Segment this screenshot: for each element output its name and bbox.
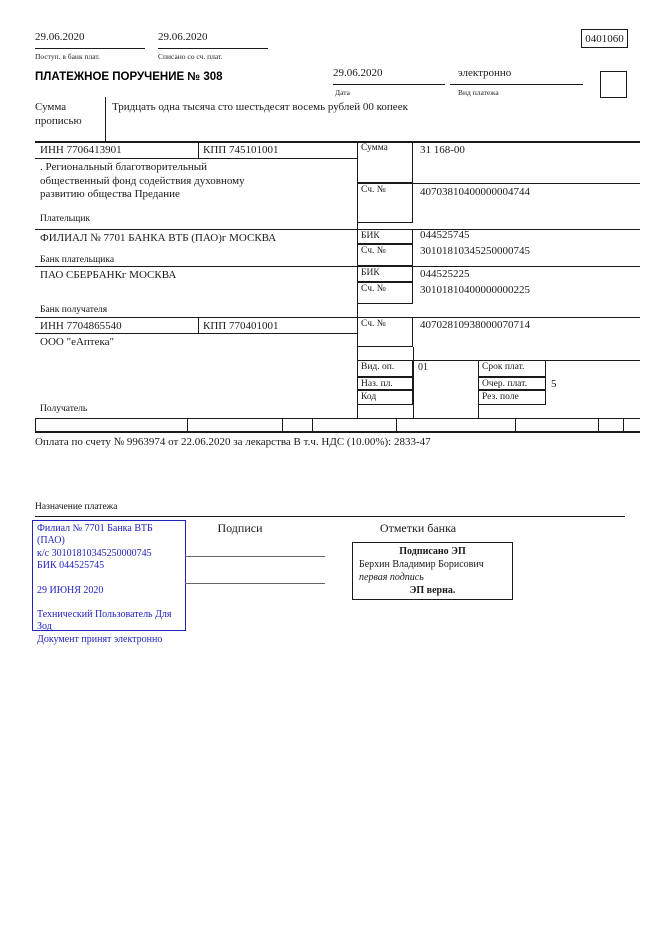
stamp-spacer — [37, 597, 181, 609]
tax-row-divider-2 — [282, 418, 283, 431]
op-kind-value: 01 — [418, 362, 428, 373]
signature-line-1 — [185, 556, 325, 557]
sum-label-box: Сумма — [357, 141, 413, 183]
payment-type-label: Вид платежа — [458, 88, 499, 97]
payer-account-value: 40703810400000004744 — [420, 186, 530, 198]
bank-stamp — [32, 520, 186, 645]
stamp-line-date: 29 ИЮНЯ 2020 — [37, 584, 104, 596]
payer-name-line3: развитию общества Предание — [40, 188, 180, 200]
payee-bank-name: ПАО СБЕРБАНКг МОСКВА — [40, 269, 177, 281]
payer-bank-account-label-box: Сч. № — [357, 244, 413, 266]
esign-verdict: ЭП верна. — [409, 585, 456, 596]
esign-signer-name: Берхин Владимир Борисович — [359, 559, 484, 570]
stamp-spacer — [37, 573, 181, 585]
purpose-label: Назначение платежа — [35, 502, 118, 512]
payer-kpp: КПП 745101001 — [203, 144, 279, 156]
received-date-field: 29.06.2020 — [35, 31, 145, 49]
payee-label: Получатель — [40, 404, 88, 414]
payer-label: Плательщик — [40, 214, 91, 224]
payer-bank-name: ФИЛИАЛ № 7701 БАНКА ВТБ (ПАО)г МОСКВА — [40, 232, 277, 244]
tax-row-divider-5 — [515, 418, 516, 431]
reserve-label-box: Рез. поле — [478, 390, 546, 405]
tax-row-divider-1 — [187, 418, 188, 431]
date-field: 29.06.2020 — [333, 67, 445, 85]
priority-label-box: Очер. плат. — [478, 377, 546, 390]
payee-bank-label: Банк получателя — [40, 305, 108, 315]
priority-value: 5 — [551, 378, 557, 390]
stamp-line-accepted: Документ принят электронно — [37, 633, 163, 645]
amount-words-label-line1: Сумма — [35, 101, 67, 113]
payee-kpp: КПП 770401001 — [203, 320, 279, 332]
inn-kpp-divider-2 — [198, 317, 199, 333]
signatures-heading: Подписи — [217, 521, 263, 535]
inn-kpp-divider — [198, 141, 199, 158]
purpose-block-line — [35, 516, 625, 517]
debited-date-field: 29.06.2020 — [158, 31, 268, 49]
received-date-label: Поступ. в банк плат. — [35, 52, 100, 61]
payer-account-label-box: Сч. № — [357, 183, 413, 223]
op-value-col-left — [413, 360, 414, 418]
amount-words-label-line2: прописью — [35, 115, 82, 127]
table-bottom-line — [35, 418, 640, 419]
code-label-box: Код — [357, 390, 413, 405]
payer-name-line1: . Региональный благотворительный — [40, 161, 207, 173]
amount-words-divider — [105, 97, 106, 141]
inn-row-line-2 — [35, 333, 357, 334]
inn-row-line — [35, 158, 357, 159]
stamp-line-corr-account: к/с 30101810345250000745 — [37, 547, 152, 559]
payer-bank-bik-label-box: БИК — [357, 229, 413, 244]
tax-row-divider-3 — [312, 418, 313, 431]
payer-bank-bik-value: 044525745 — [420, 229, 470, 241]
stamp-line-branch: Филиал № 7701 Банка ВТБ (ПАО) — [37, 523, 153, 547]
payee-account-value: 40702810938000070714 — [420, 319, 530, 331]
payee-inn: ИНН 7704865540 — [40, 320, 122, 332]
payer-name-line2: общественный фонд содействия духовному — [40, 174, 245, 187]
table-top-line — [35, 141, 640, 143]
tax-row-edge-left — [35, 418, 36, 431]
tax-row-divider-4 — [396, 418, 397, 431]
pay-purpose-label-box: Наз. пл. — [357, 377, 413, 390]
payer-block-line — [35, 229, 640, 230]
form-code-box: 0401060 — [581, 29, 628, 48]
payer-name — [40, 161, 245, 202]
payment-type-field: электронно — [450, 67, 583, 85]
esign-box — [352, 542, 513, 600]
tax-row-divider-6 — [598, 418, 599, 431]
signature-line-2 — [185, 583, 325, 584]
payee-bank-block-line — [35, 317, 640, 318]
sum-value: 31 168-00 — [420, 144, 465, 156]
bank-marks-heading: Отметки банка — [379, 521, 457, 535]
sum-row-line — [413, 183, 640, 184]
payee-bank-bik-label-box: БИК — [357, 266, 413, 282]
date-label: Дата — [335, 88, 350, 97]
payer-inn: ИНН 7706413901 — [40, 144, 122, 156]
payee-bank-bik-value: 044525225 — [420, 268, 470, 280]
payment-type-checkbox — [600, 71, 627, 98]
payee-name: ООО "еАптека" — [40, 336, 115, 348]
esign-note: первая подпись — [359, 572, 424, 583]
payee-bank-account-label-box: Сч. № — [357, 282, 413, 304]
document-title: ПЛАТЕЖНОЕ ПОРУЧЕНИЕ № 308 — [35, 71, 223, 83]
op-kind-label-box: Вид. оп. — [357, 360, 413, 377]
esign-title: Подписано ЭП — [399, 546, 466, 557]
amount-words-label — [35, 100, 82, 128]
debited-date-label: Списано со сч. плат. — [158, 52, 223, 61]
payee-bank-account-value: 30101810400000000225 — [420, 284, 530, 296]
stamp-line-bik: БИК 044525745 — [37, 560, 105, 572]
amount-words-value: Тридцать одна тысяча сто шестьдесят восемь рублей 00 копеек — [112, 101, 408, 113]
pay-term-label-box: Срок плат. — [478, 360, 546, 377]
tax-row-edge-right — [623, 418, 624, 431]
payer-bank-account-value: 30101810345250000745 — [420, 245, 530, 257]
label-col-connector — [413, 347, 414, 360]
payer-bank-label: Банк плательщика — [40, 255, 115, 265]
tax-row-bottom-line — [35, 431, 640, 433]
payee-account-label-box: Сч. № — [357, 317, 413, 347]
stamp-line-user-1: Технический Пользователь Для — [37, 609, 172, 621]
stamp-line-user-2: Зод — [37, 621, 52, 633]
purpose-text: Оплата по счету № 9963974 от 22.06.2020 за лекарства В т.ч. НДС (10.00%): 2833-47 — [35, 436, 431, 448]
payer-bank-block-line — [35, 266, 640, 267]
